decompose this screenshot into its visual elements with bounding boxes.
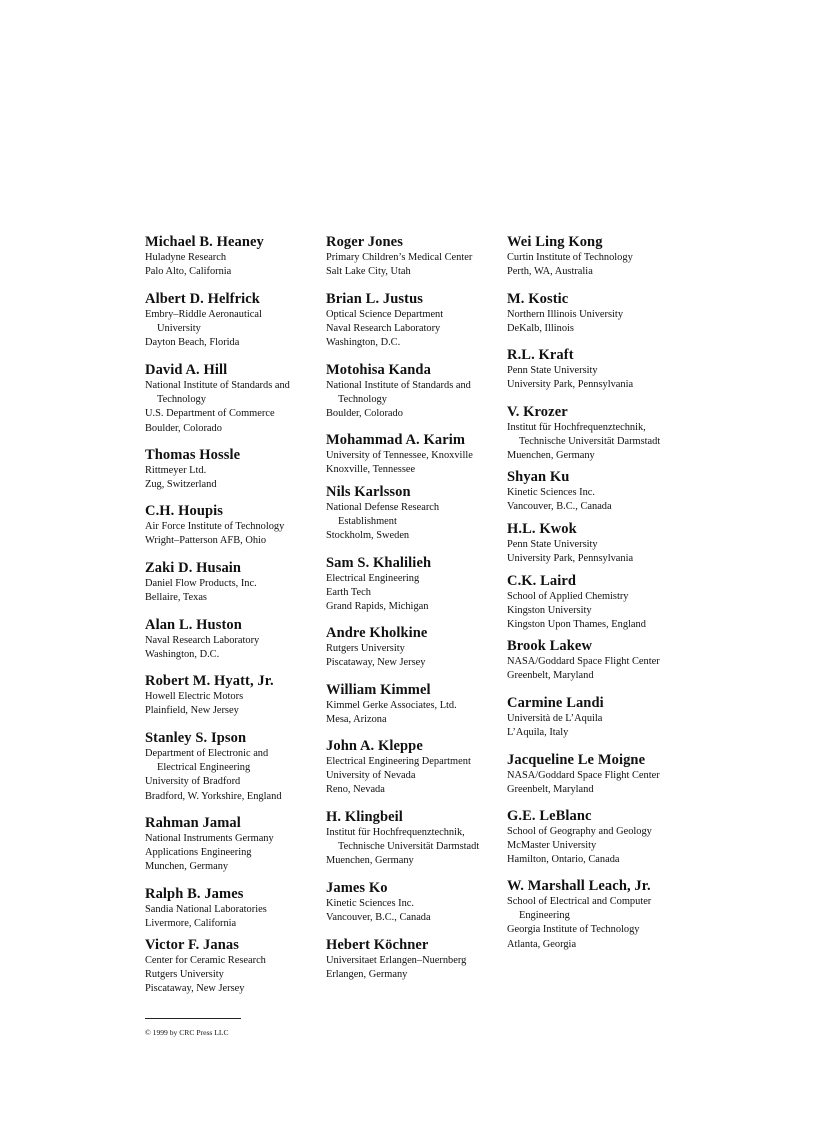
affiliation-line: Muenchen, Germany (326, 855, 414, 867)
contributor-name: Roger Jones (326, 234, 403, 250)
contributor-affiliation (326, 642, 506, 670)
affiliation-line: Electrical Engineering (157, 762, 251, 774)
affiliation-line: Kimmel Gerke Associates, Ltd. (326, 700, 457, 711)
contributor-entry (326, 881, 506, 925)
contributor-affiliation (507, 251, 687, 279)
contributor-entry (145, 448, 325, 492)
affiliation-line: NASA/Goddard Space Flight Center (507, 656, 660, 667)
contributor-entry (507, 470, 687, 514)
contributor-affiliation (507, 308, 687, 336)
contributor-entry (326, 363, 506, 422)
affiliation-line: University of Bradford (145, 776, 241, 788)
affiliation-line: Establishment (338, 516, 397, 528)
contributor-name: V. Krozer (507, 404, 568, 420)
contributor-entry (145, 674, 325, 718)
affiliation-line: University of Nevada (326, 770, 416, 782)
contributor-entry (145, 504, 325, 548)
affiliation-line: Palo Alto, California (145, 266, 232, 278)
affiliation-line: Muenchen, Germany (507, 450, 595, 462)
affiliation-line: University Park, Pennsylvania (507, 379, 634, 391)
affiliation-line: National Defense Research (326, 502, 440, 513)
affiliation-line: Institut für Hochfrequenztechnik, (507, 422, 646, 433)
contributor-affiliation (145, 634, 325, 662)
contributor-entry (507, 522, 687, 566)
affiliation-line: Perth, WA, Australia (507, 266, 593, 278)
affiliation-line: Wright–Patterson AFB, Ohio (145, 535, 267, 547)
contributor-entry (326, 235, 506, 279)
contributor-name: Wei Ling Kong (507, 234, 603, 250)
affiliation-line: Naval Research Laboratory (326, 323, 441, 335)
affiliation-line: Greenbelt, Maryland (507, 670, 594, 682)
affiliation-line: NASA/Goddard Space Flight Center (507, 770, 660, 781)
contributor-name: John A. Kleppe (326, 738, 423, 754)
affiliation-line: Greenbelt, Maryland (507, 784, 594, 796)
affiliation-line: Primary Children’s Medical Center (326, 252, 473, 263)
affiliation-line: Applications Engineering (145, 847, 252, 859)
affiliation-line: Boulder, Colorado (326, 408, 403, 420)
contributor-entry (145, 235, 325, 279)
affiliation-line: University Park, Pennsylvania (507, 553, 634, 565)
contributor-affiliation (326, 826, 506, 869)
affiliation-line: Electrical Engineering Department (326, 756, 471, 767)
contributor-name: Robert M. Hyatt, Jr. (145, 673, 274, 689)
affiliation-line: School of Applied Chemistry (507, 591, 629, 602)
contributor-name: Michael B. Heaney (145, 234, 264, 250)
affiliation-line: School of Electrical and Computer (507, 896, 652, 907)
contributor-name: Carmine Landi (507, 695, 604, 711)
contributor-affiliation (145, 747, 325, 804)
contributor-name: C.H. Houpis (145, 503, 224, 519)
affiliation-line: Mesa, Arizona (326, 714, 387, 726)
contributor-name: Ralph B. James (145, 886, 244, 902)
footnote-divider (145, 1018, 241, 1019)
contributor-affiliation (145, 379, 325, 436)
contributor-affiliation (326, 308, 506, 351)
contributor-entry (326, 433, 506, 477)
affiliation-line: Rutgers University (326, 643, 405, 654)
contributor-affiliation (507, 825, 687, 868)
contributor-name: Thomas Hossle (145, 447, 241, 463)
contributor-name: Brian L. Justus (326, 291, 423, 307)
affiliation-line: Bradford, W. Yorkshire, England (145, 790, 282, 802)
affiliation-line: University of Tennessee, Knoxville (326, 450, 473, 461)
contributor-name: Rahman Jamal (145, 815, 241, 831)
affiliation-line: Piscataway, New Jersey (145, 983, 245, 995)
contributor-entry (507, 753, 687, 797)
affiliation-line: Plainfield, New Jersey (145, 705, 239, 717)
contributor-name: C.K. Laird (507, 573, 577, 589)
contributor-affiliation (145, 832, 325, 875)
contributor-entry (507, 292, 687, 336)
affiliation-line: Kinetic Sciences Inc. (507, 487, 595, 498)
affiliation-line: Università de L’Aquila (507, 713, 603, 724)
affiliation-line: Sandia National Laboratories (145, 904, 267, 915)
contributor-name: Brook Lakew (507, 638, 593, 654)
affiliation-line: Earth Tech (326, 587, 371, 599)
contributor-entry (145, 731, 325, 804)
contributor-entry (145, 363, 325, 436)
contributor-name: Zaki D. Husain (145, 560, 242, 576)
contributor-name: James Ko (326, 880, 388, 896)
contributor-name: David A. Hill (145, 362, 228, 378)
contributor-entry (145, 292, 325, 351)
affiliation-line: Vancouver, B.C., Canada (507, 501, 612, 513)
affiliation-line: Air Force Institute of Technology (145, 521, 285, 532)
affiliation-line: U.S. Department of Commerce (145, 408, 275, 420)
contributor-entry (507, 696, 687, 740)
affiliation-line: Technische Universität Darmstadt (519, 436, 661, 448)
affiliation-line: McMaster University (507, 840, 597, 852)
affiliation-line: Washington, D.C. (145, 649, 220, 661)
affiliation-line: School of Geography and Geology (507, 826, 652, 837)
contributor-entry (326, 739, 506, 798)
contributor-affiliation (326, 251, 506, 279)
contributor-affiliation (507, 538, 687, 566)
affiliation-line: Kingston Upon Thames, England (507, 619, 646, 631)
affiliation-line: Embry–Riddle Aeronautical (145, 309, 262, 320)
contributor-entry (326, 683, 506, 727)
affiliation-line: National Institute of Standards and (326, 380, 471, 391)
affiliation-line: Universitaet Erlangen–Nuernberg (326, 955, 467, 966)
contributor-affiliation (145, 520, 325, 548)
affiliation-line: Technology (338, 394, 387, 406)
contributor-affiliation (326, 897, 506, 925)
contributor-name: Shyan Ku (507, 469, 570, 485)
contributor-entry (326, 810, 506, 869)
contributor-name: R.L. Kraft (507, 347, 574, 363)
affiliation-line: DeKalb, Illinois (507, 323, 574, 335)
affiliation-line: Howell Electric Motors (145, 691, 244, 702)
contributor-affiliation (326, 755, 506, 798)
contributor-name: Hebert Köchner (326, 937, 429, 953)
affiliation-line: Engineering (519, 910, 570, 922)
contributor-name: Jacqueline Le Moigne (507, 752, 646, 768)
contributor-entry (326, 556, 506, 615)
affiliation-line: Georgia Institute of Technology (507, 924, 640, 936)
contributor-name: Alan L. Huston (145, 617, 242, 633)
affiliation-line: Penn State University (507, 365, 598, 376)
contributor-entry (507, 574, 687, 633)
contributor-entry (145, 561, 325, 605)
contributor-entry (326, 485, 506, 544)
contributor-affiliation (507, 769, 687, 797)
contributor-affiliation (507, 421, 687, 464)
contributor-entry (507, 348, 687, 392)
affiliation-line: Boulder, Colorado (145, 422, 222, 434)
contributor-entry (326, 938, 506, 982)
contributor-entry (326, 292, 506, 351)
contributor-name: H.L. Kwok (507, 521, 577, 537)
contributor-affiliation (326, 501, 506, 544)
affiliation-line: Electrical Engineering (326, 573, 420, 584)
affiliation-line: Department of Electronic and (145, 748, 269, 759)
contributor-affiliation (507, 712, 687, 740)
affiliation-line: Reno, Nevada (326, 784, 385, 796)
affiliation-line: Stockholm, Sweden (326, 530, 410, 542)
affiliation-line: Piscataway, New Jersey (326, 657, 426, 669)
contributor-name: Albert D. Helfrick (145, 291, 260, 307)
affiliation-line: Hamilton, Ontario, Canada (507, 854, 620, 866)
contributor-affiliation (326, 954, 506, 982)
contributor-name: Stanley S. Ipson (145, 730, 247, 746)
contributor-name: Nils Karlsson (326, 484, 411, 500)
contributor-entry (145, 938, 325, 997)
affiliation-line: Vancouver, B.C., Canada (326, 912, 431, 924)
affiliation-line: Erlangen, Germany (326, 969, 408, 981)
contributor-affiliation (507, 895, 687, 952)
contributor-affiliation (145, 903, 325, 931)
affiliation-line: Center for Ceramic Research (145, 955, 266, 966)
affiliation-line: Naval Research Laboratory (145, 635, 260, 646)
affiliation-line: Washington, D.C. (326, 337, 401, 349)
affiliation-line: Kinetic Sciences Inc. (326, 898, 414, 909)
affiliation-line: University (157, 323, 201, 335)
contributor-affiliation (145, 308, 325, 351)
affiliation-line: Huladyne Research (145, 252, 227, 263)
affiliation-line: Knoxville, Tennessee (326, 464, 416, 476)
contributor-name: Mohammad A. Karim (326, 432, 466, 448)
contributor-name: M. Kostic (507, 291, 569, 307)
contributor-affiliation (326, 699, 506, 727)
contributor-affiliation (507, 590, 687, 633)
affiliation-line: Munchen, Germany (145, 861, 229, 873)
contributor-affiliation (507, 655, 687, 683)
affiliation-line: Kingston University (507, 605, 592, 617)
contributor-entry (145, 887, 325, 931)
affiliation-line: Daniel Flow Products, Inc. (145, 578, 257, 589)
affiliation-line: Grand Rapids, Michigan (326, 601, 429, 613)
contributor-affiliation (145, 690, 325, 718)
contributor-entry (507, 639, 687, 683)
contributor-name: G.E. LeBlanc (507, 808, 592, 824)
contributor-name: H. Klingbeil (326, 809, 403, 825)
affiliation-line: Northern Illinois University (507, 309, 624, 320)
contributor-name: W. Marshall Leach, Jr. (507, 878, 651, 894)
affiliation-line: Bellaire, Texas (145, 592, 207, 604)
contributor-entry (507, 809, 687, 868)
contributor-name: Motohisa Kanda (326, 362, 431, 378)
contributor-entry (507, 405, 687, 464)
affiliation-line: National Institute of Standards and (145, 380, 290, 391)
contributor-entry (326, 626, 506, 670)
contributor-affiliation (507, 364, 687, 392)
affiliation-line: Rittmeyer Ltd. (145, 465, 207, 476)
contributor-entry (145, 618, 325, 662)
contributor-affiliation (145, 954, 325, 997)
affiliation-line: Rutgers University (145, 969, 224, 981)
contributor-affiliation (326, 449, 506, 477)
contributor-name: William Kimmel (326, 682, 431, 698)
copyright-notice: © 1999 by CRC Press LLC (145, 1028, 229, 1037)
affiliation-line: Dayton Beach, Florida (145, 337, 240, 349)
contributor-affiliation (326, 572, 506, 615)
contributor-name: Victor F. Janas (145, 937, 240, 953)
contributor-name: Sam S. Khalilieh (326, 555, 432, 571)
affiliation-line: National Instruments Germany (145, 833, 274, 844)
affiliation-line: Livermore, California (145, 918, 237, 930)
contributor-entry (507, 879, 687, 952)
affiliation-line: L’Aquila, Italy (507, 727, 569, 739)
affiliation-line: Penn State University (507, 539, 598, 550)
affiliation-line: Atlanta, Georgia (507, 938, 577, 950)
contributor-name: Andre Kholkine (326, 625, 428, 641)
contributor-entry (145, 816, 325, 875)
contributor-affiliation (145, 577, 325, 605)
affiliation-line: Zug, Switzerland (145, 479, 217, 491)
affiliation-line: Optical Science Department (326, 309, 444, 320)
contributor-affiliation (507, 486, 687, 514)
affiliation-line: Technology (157, 394, 206, 406)
contributor-affiliation (326, 379, 506, 422)
contributor-affiliation (145, 251, 325, 279)
contributor-entry (507, 235, 687, 279)
affiliation-line: Technische Universität Darmstadt (338, 841, 480, 853)
contributor-affiliation (145, 464, 325, 492)
affiliation-line: Curtin Institute of Technology (507, 252, 633, 263)
affiliation-line: Salt Lake City, Utah (326, 266, 411, 278)
affiliation-line: Institut für Hochfrequenztechnik, (326, 827, 465, 838)
